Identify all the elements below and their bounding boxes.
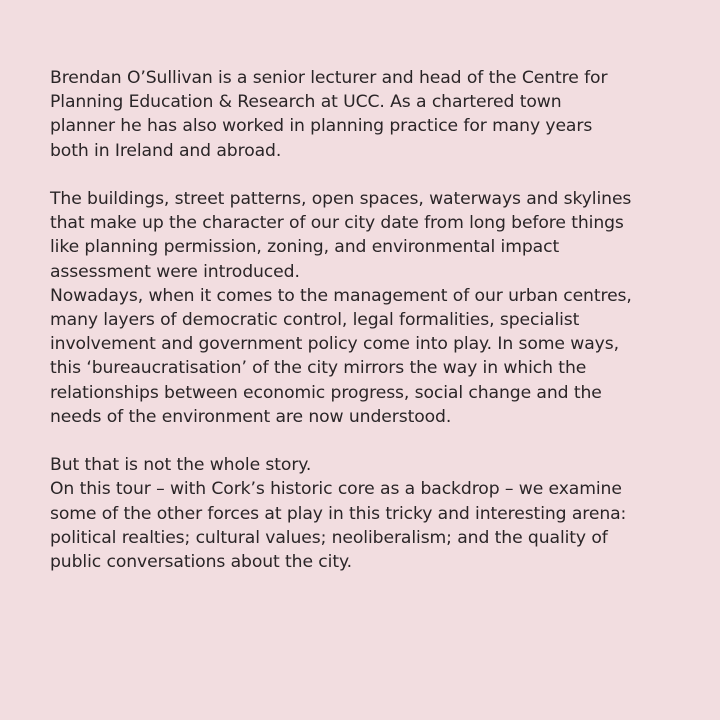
bio-paragraph	[50, 66, 700, 163]
text-line: assessment were introduced.	[50, 261, 300, 282]
text-line: that make up the character of our city date from long before things	[50, 213, 624, 234]
text-line: relationships between economic progress, social change and the	[50, 382, 602, 403]
tour-paragraph	[50, 453, 700, 574]
text-line: planner he has also worked in planning practice for many years	[50, 116, 593, 137]
text-line: this ‘bureaucratisation’ of the city mirrors the way in which the	[50, 358, 587, 379]
text-line: political realties; cultural values; neoliberalism; and the quality of	[50, 527, 608, 548]
text-line: The buildings, street patterns, open spaces, waterways and skylines	[50, 189, 632, 209]
text-line: both in Ireland and abroad.	[50, 140, 282, 161]
text-line: Planning Education & Research at UCC. As a chartered town	[50, 92, 562, 113]
text-line: needs of the environment are now understood.	[50, 406, 452, 427]
text-line: On this tour – with Cork’s historic core as a backdrop – we examine	[50, 479, 622, 500]
text-line: Nowadays, when it comes to the management of our urban centres,	[50, 285, 632, 306]
text-line: many layers of democratic control, legal formalities, specialist	[50, 310, 580, 331]
text-line: But that is not the whole story.	[50, 455, 312, 476]
text-line: involvement and government policy come into play. In some ways,	[50, 334, 619, 355]
context-paragraph	[50, 187, 700, 429]
text-line: public conversations about the city.	[50, 552, 352, 573]
text-line: some of the other forces at play in this tricky and interesting arena:	[50, 503, 627, 524]
description-text	[50, 66, 700, 598]
text-line: like planning permission, zoning, and environmental impact	[50, 237, 560, 258]
text-line: Brendan O’Sullivan is a senior lecturer and head of the Centre for	[50, 68, 608, 88]
